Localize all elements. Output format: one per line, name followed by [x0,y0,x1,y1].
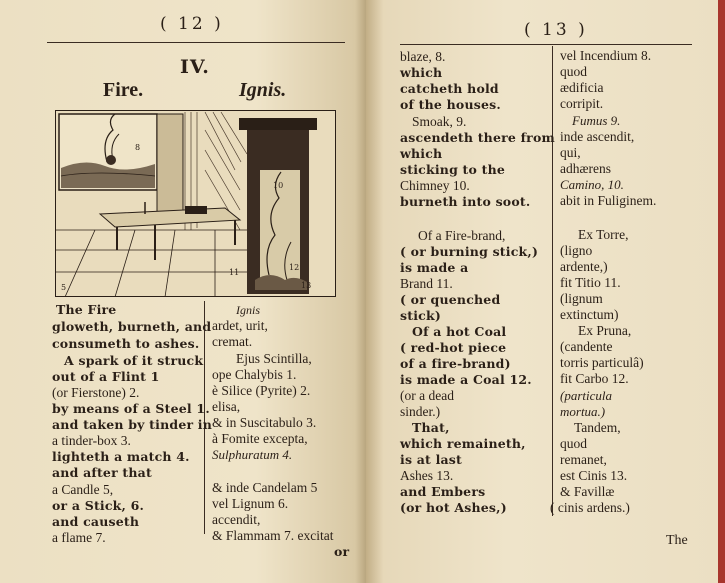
english-line: (or a dead [400,388,454,403]
latin-line: Ex Pruna, [578,323,632,338]
latin-line: (particula [560,388,612,403]
latin-line: è Silice (Pyrite) 2. [212,383,311,398]
latin-line: (candente [560,339,613,354]
latin-line: inde ascendit, [560,129,635,144]
english-line: sticking to the [400,162,506,177]
english-line: Of a hot Coal [412,324,507,339]
english-line: which [400,146,443,161]
latin-line: (ligno [560,243,593,258]
latin-line: vel Incendium 8. [560,48,652,63]
latin-line: Ex Torre, [578,227,629,242]
latin-line: & in Suscitabulo 3. [212,415,317,430]
latin-line: (lignum [560,291,603,306]
latin-line: accendit, [212,512,261,527]
left-header-rule [47,42,345,43]
english-line: lighteth a match 4. [52,449,190,464]
english-line: Smoak, 9. [412,114,467,129]
chapter-number: IV. [180,56,210,78]
english-line: ( or quenched [400,292,501,307]
english-line: and Embers [400,484,486,499]
latin-line: & inde Candelam 5 [212,480,318,495]
english-line: blaze, 8. [400,49,446,64]
english-line: a flame 7. [52,530,106,545]
english-line: Ashes 13. [400,468,454,483]
book-cover-edge [718,0,725,583]
title-english: Fire. [103,79,144,101]
latin-line: Fumus 9. [572,113,621,128]
english-line: ( red-hot piece [400,340,507,355]
latin-line: Sulphuratum 4. [212,447,293,462]
english-line: is at last [400,452,463,467]
english-line: A spark of it struck [64,353,204,368]
latin-line: Tandem, [574,420,621,435]
english-line: Of a Fire-brand, [418,228,506,243]
right-catchword: The [666,533,688,548]
latin-line: ope Chalybis 1. [212,367,297,382]
english-line: (or Fierstone) 2. [52,385,140,400]
label-12: 12 [289,263,300,272]
label-11: 11 [229,268,240,277]
english-line: which [400,65,443,80]
latin-line: ardente,) [560,259,608,274]
label-10: 10 [273,181,284,190]
fire-illustration [55,110,336,297]
english-line: a Candle 5, [52,482,114,497]
english-line: ( or burning stick,) [400,244,539,259]
label-13: 13 [301,281,312,290]
english-line: catcheth hold [400,81,499,96]
label-5: 5 [61,283,67,292]
english-line: sinder.) [400,404,441,419]
english-line: Brand 11. [400,276,453,291]
latin-line: abit in Fuliginem. [560,193,657,208]
left-catchword: or [334,544,350,559]
english-line: (or hot Ashes,) [400,500,507,515]
latin-line: adhærens [560,161,611,176]
english-line: and after that [52,465,152,480]
label-8: 8 [135,143,141,152]
latin-line: à Fomite excepta, [212,431,308,446]
latin-line: ardet, urit, [212,318,268,333]
latin-line: cremat. [212,334,253,349]
english-line: or a Stick, 6. [52,498,145,513]
english-line: burneth into soot. [400,194,531,209]
latin-line: ( cinis ardens.) [550,500,630,515]
latin-line: vel Lignum 6. [212,496,289,511]
english-line: gloweth, burneth, and [52,319,212,334]
left-page-number: ( 12 ) [160,14,224,34]
latin-line: Ejus Scintilla, [236,351,312,366]
latin-line: remanet, [560,452,607,467]
latin-line: fit Carbo 12. [560,371,629,386]
latin-line: elisa, [212,399,241,414]
english-line: consumeth to ashes. [52,336,200,351]
english-line: by means of a Steel 1. [52,401,210,416]
right-page [366,0,718,583]
latin-line: ædificia [560,80,604,95]
english-line: That, [412,420,450,435]
latin-line: quod [560,436,587,451]
latin-line: extinctum) [560,307,619,322]
latin-line: & Flammam 7. excitat [212,528,334,543]
english-line: which remaineth, [400,436,526,451]
english-line: ascendeth there from [400,130,555,145]
english-line: a tinder-box 3. [52,433,131,448]
english-line: stick) [400,308,441,323]
english-line: of a fire-brand) [400,356,511,371]
latin-line: est Cinis 13. [560,468,628,483]
english-line: Chimney 10. [400,178,470,193]
right-header-rule [400,44,692,45]
latin-line: quod [560,64,587,79]
english-line: and taken by tinder in [52,417,213,432]
english-line: is made a Coal 12. [400,372,532,387]
latin-line: qui, [560,145,581,160]
right-page-number: ( 13 ) [524,20,588,40]
right-column-divider [552,46,553,516]
english-line: out of a Flint 1 [52,369,160,384]
title-latin: Ignis. [239,79,287,101]
english-line: of the houses. [400,97,501,112]
latin-line: corripit. [560,96,604,111]
latin-line: Ignis [236,303,260,317]
english-line: The Fire [56,302,117,317]
latin-line: torris particulâ) [560,355,644,370]
english-line: and causeth [52,514,140,529]
latin-line: mortua.) [560,404,606,419]
latin-line: fit Titio 11. [560,275,621,290]
english-line: is made a [400,260,469,275]
latin-line: Camino, 10. [560,177,624,192]
latin-line: & Favillæ [560,484,615,499]
